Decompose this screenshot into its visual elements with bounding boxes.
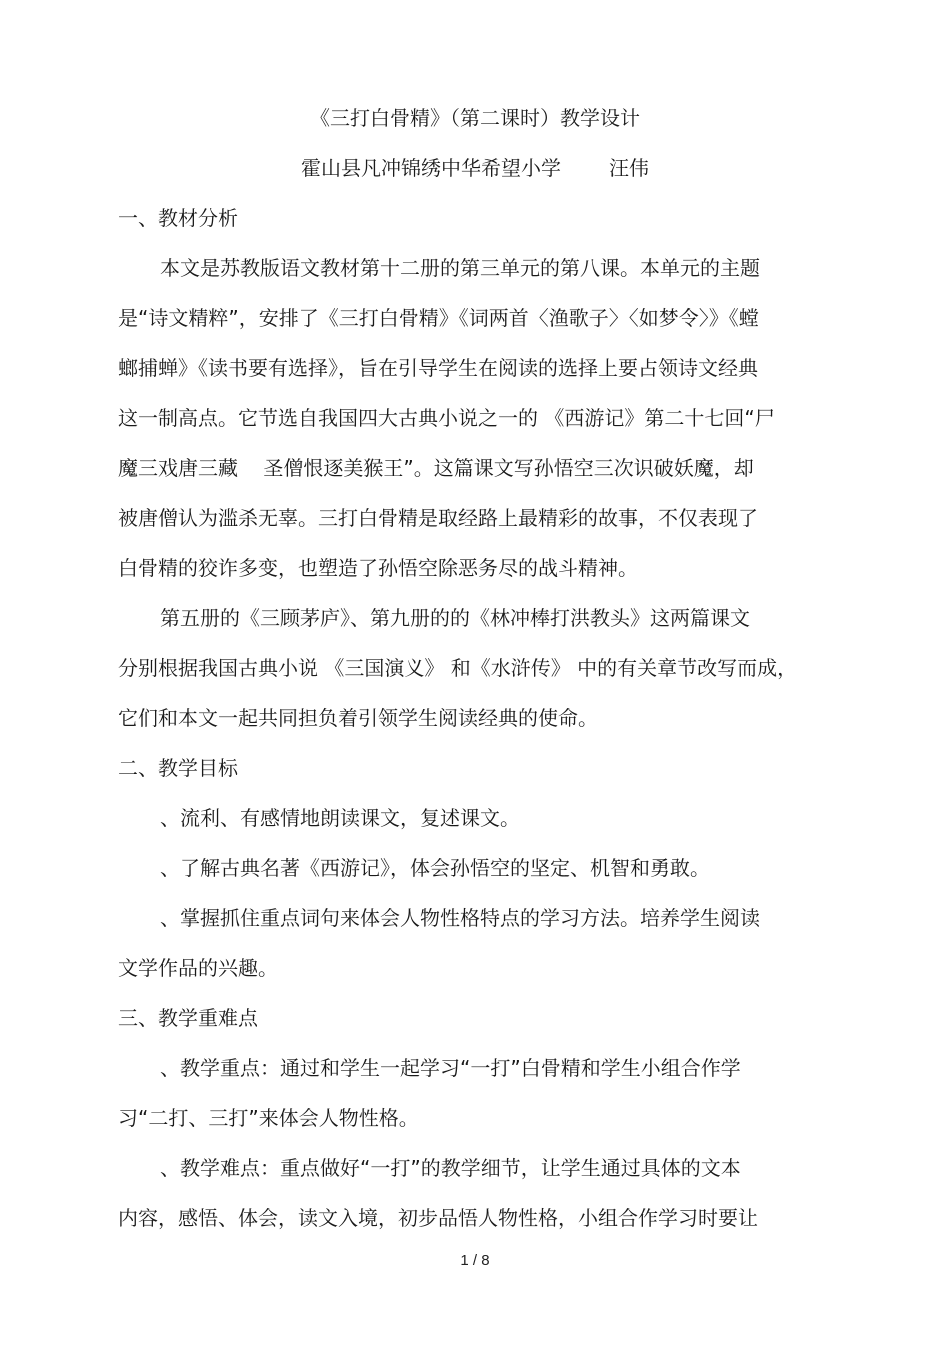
key-point-line: 、教学重点：通过和学生一起学习“一打”白骨精和学生小组合作学	[160, 1056, 741, 1080]
paragraph-line: 它们和本文一起共同担负着引领学生阅读经典的使命。	[118, 706, 598, 730]
document-byline	[0, 156, 950, 180]
paragraph-line: 被唐僧认为滥杀无辜。三打白骨精是取经路上最精彩的故事，不仅表现了	[118, 506, 758, 530]
document-title: 《三打白骨精》（第二课时）教学设计	[310, 106, 640, 130]
paragraph-line: 魔三戏唐三藏 圣僧恨逐美猴王”。这篇课文写孙悟空三次识破妖魔，却	[118, 456, 754, 480]
goal-item: 、掌握抓住重点词句来体会人物性格特点的学习方法。培养学生阅读	[160, 906, 760, 930]
section-heading-goals: 二、教学目标	[118, 756, 238, 780]
difficulty-line: 内容，感悟、体会，读文入境，初步品悟人物性格，小组合作学习时要让	[118, 1206, 758, 1230]
school-name: 霍山县凡冲锦绣中华希望小学	[301, 156, 561, 180]
key-point-line: 习“二打、三打”来体会人物性格。	[118, 1106, 419, 1130]
paragraph-line: 是“诗文精粹”，安排了《三打白骨精》《词两首〈渔歌子〉〈如梦令〉》《螳	[118, 306, 759, 330]
paragraph-line: 本文是苏教版语文教材第十二册的第三单元的第八课。本单元的主题	[160, 256, 760, 280]
paragraph-line: 第五册的《三顾茅庐》、第九册的的《林冲棒打洪教头》这两篇课文	[160, 606, 750, 630]
paragraph-line: 这一制高点。它节选自我国四大古典小说之一的 《西游记》第二十七回“尸	[118, 406, 775, 430]
section-heading-key-difficult: 三、教学重难点	[118, 1006, 258, 1030]
difficulty-line: 、教学难点：重点做好“一打”的教学细节，让学生通过具体的文本	[160, 1156, 741, 1180]
goal-item: 、了解古典名著《西游记》，体会孙悟空的坚定、机智和勇敢。	[160, 856, 710, 880]
section-heading-analysis: 一、教材分析	[118, 206, 238, 230]
paragraph-line: 螂捕蝉》《读书要有选择》，旨在引导学生在阅读的选择上要占领诗文经典	[118, 356, 758, 380]
goal-item-continued: 文学作品的兴趣。	[118, 956, 278, 980]
author-name: 汪伟	[609, 156, 649, 180]
paragraph-line: 白骨精的狡诈多变，也塑造了孙悟空除恶务尽的战斗精神。	[118, 556, 638, 580]
paragraph-line: 分别根据我国古典小说 《三国演义》 和《水浒传》 中的有关章节改写而成，	[118, 656, 798, 680]
goal-item: 、流利、有感情地朗读课文，复述课文。	[160, 806, 520, 830]
page-number: 1 / 8	[460, 1252, 490, 1269]
